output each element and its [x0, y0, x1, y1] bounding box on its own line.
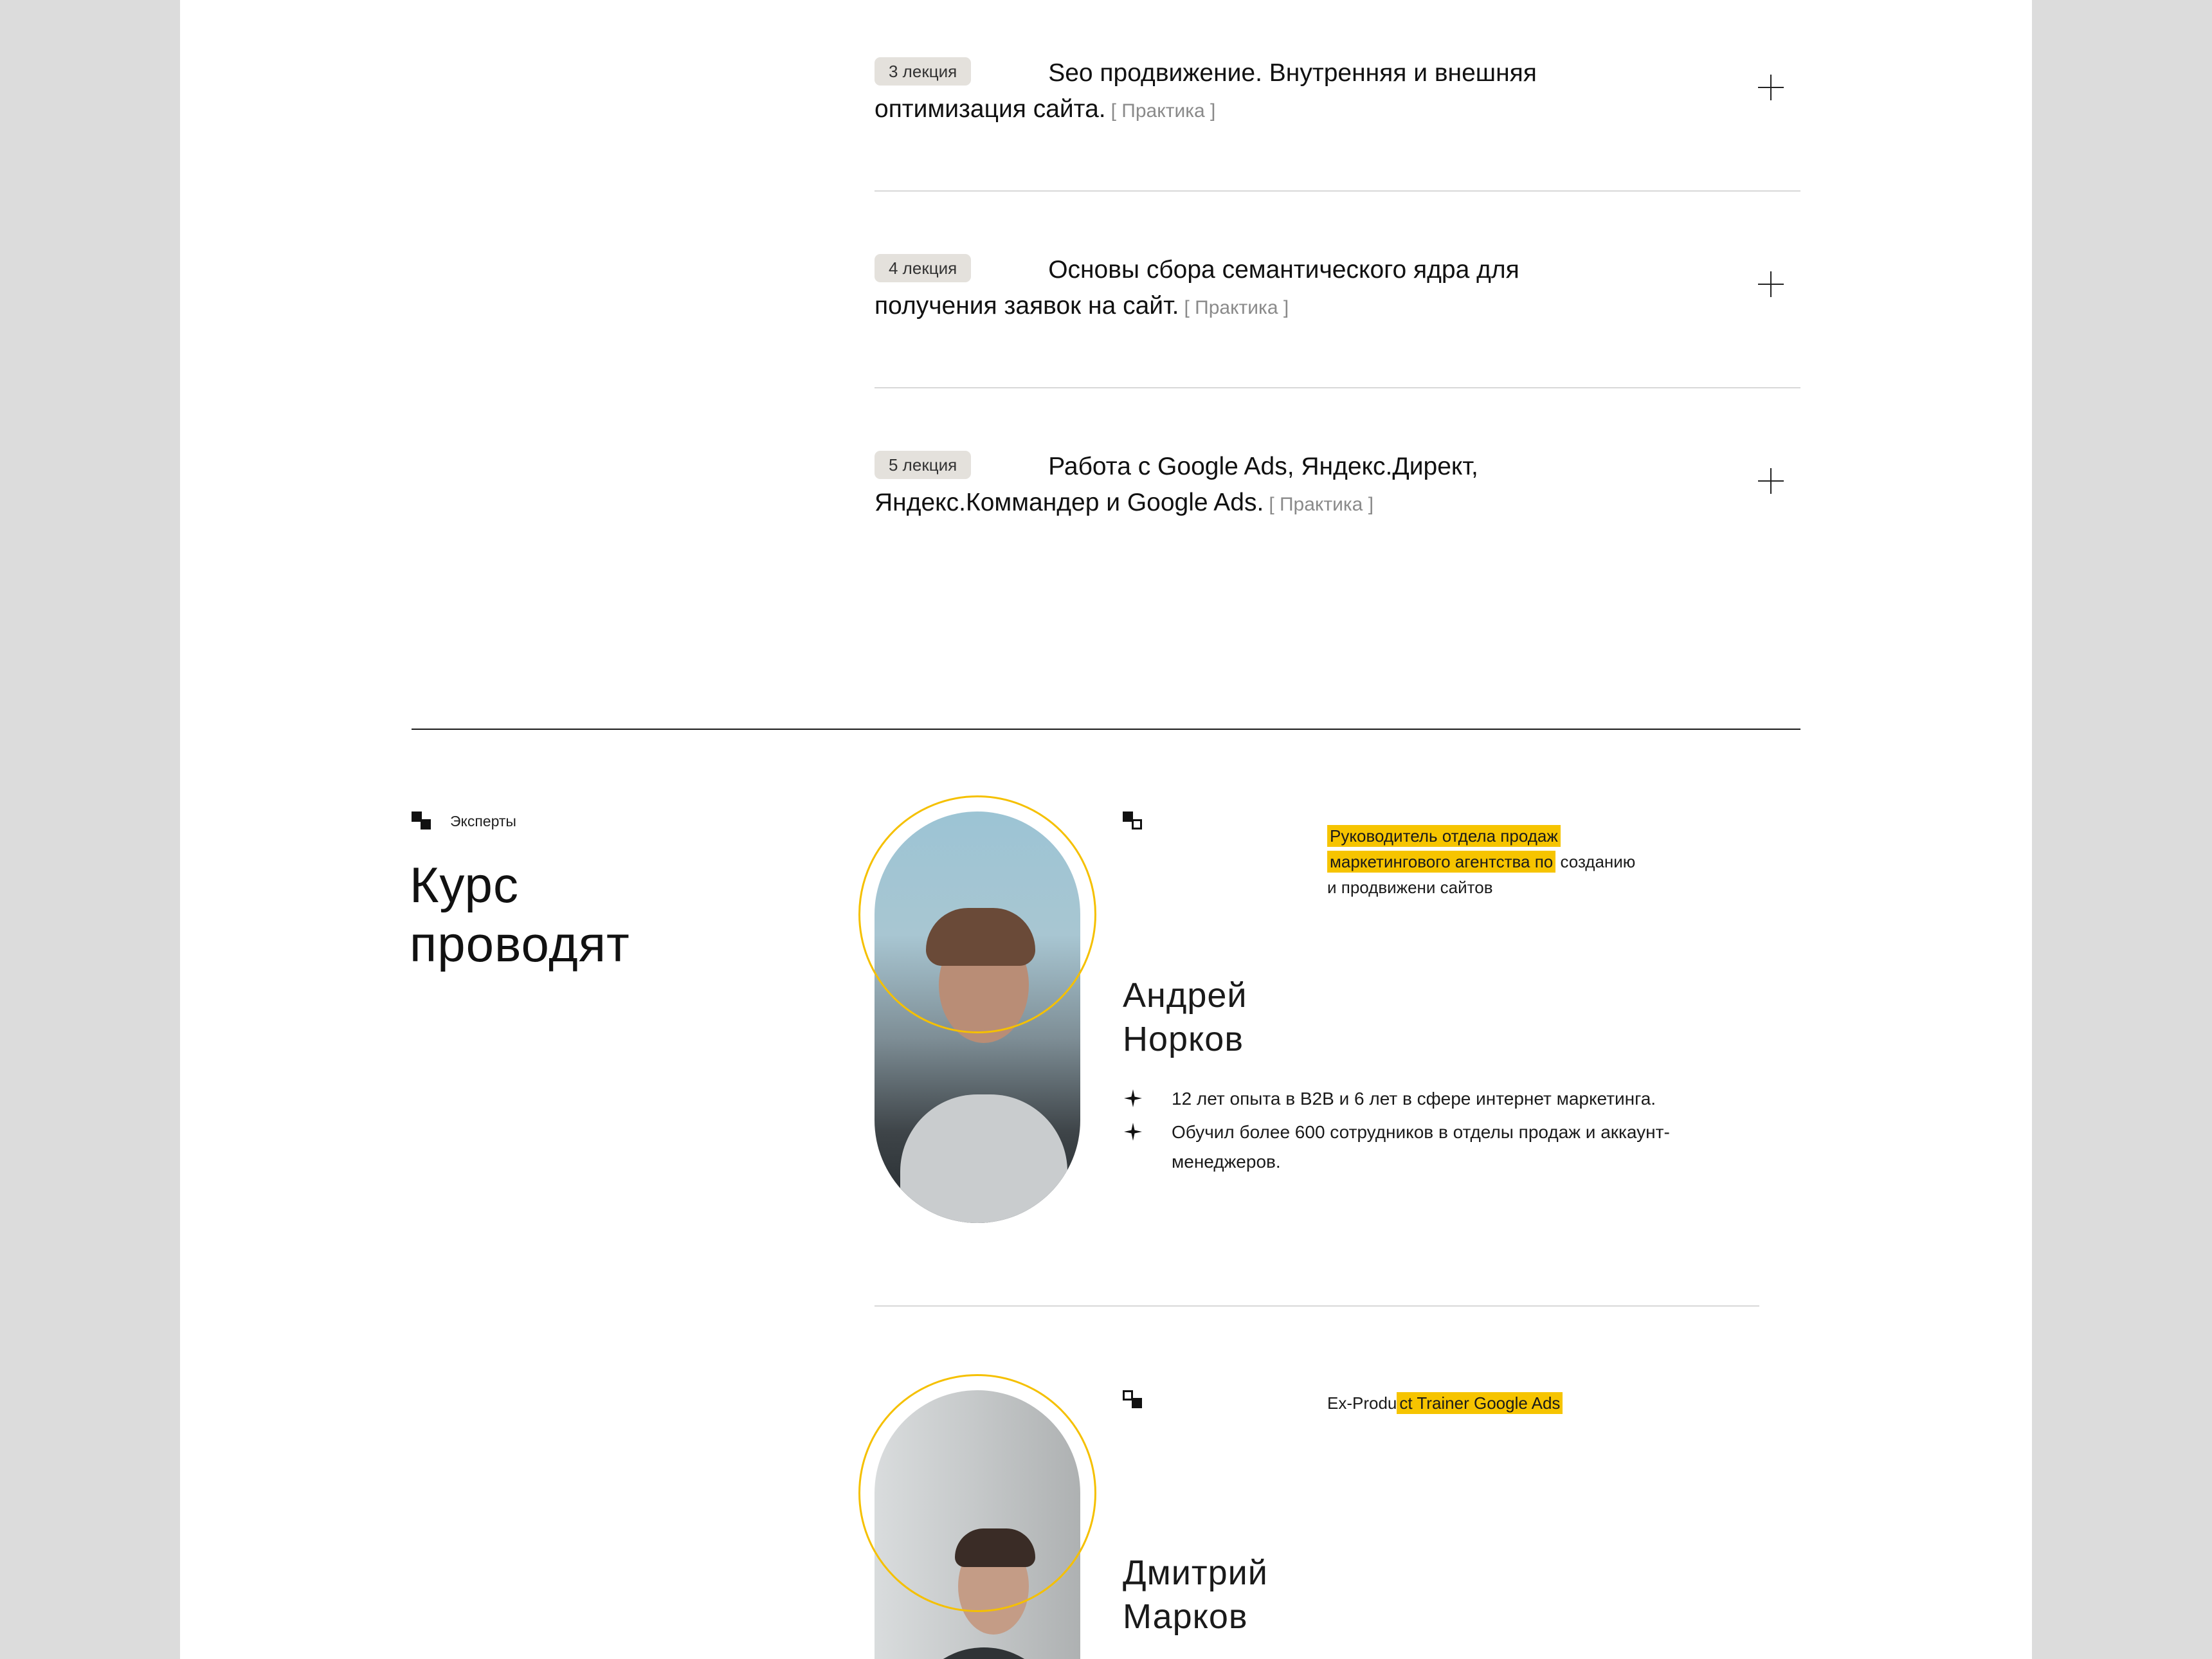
- role-highlight: Руководитель отдела продаж: [1327, 825, 1561, 847]
- divider: [875, 387, 1800, 388]
- fact-text: Обучил более 600 сотрудников в отделы продаж и аккаунт-менеджеров.: [1172, 1122, 1670, 1172]
- lecture-title: Seo продвижение. Внутренняя и внешняя оптимизация сайта.: [875, 59, 1537, 123]
- expand-plus-icon[interactable]: [1758, 75, 1784, 100]
- section-label-text: Эксперты: [450, 812, 516, 830]
- section-label: [412, 811, 516, 831]
- section-title-line2: проводят: [410, 916, 630, 972]
- sparkle-icon: [1123, 1121, 1143, 1142]
- divider: [875, 1305, 1759, 1307]
- fact-item: [1123, 1118, 1894, 1177]
- photo-figure-body: [907, 1647, 1061, 1659]
- expand-plus-icon[interactable]: [1758, 468, 1784, 494]
- squares-mark-icon: [1123, 811, 1143, 831]
- lecture-badge: 4 лекция: [875, 254, 971, 282]
- lecture-badge: 3 лекция: [875, 57, 971, 86]
- expert-name: [1123, 974, 1247, 1061]
- lecture-item-4[interactable]: [875, 252, 1800, 445]
- lecture-title: Основы сбора семантического ядра для получения заявок на сайт.: [875, 256, 1519, 320]
- role-text: и продвижени сайтов: [1327, 878, 1493, 897]
- expert-role: [1327, 1390, 1563, 1416]
- section-divider: [412, 729, 1800, 730]
- expert-role: [1327, 823, 1635, 900]
- lecture-text: [875, 55, 1627, 129]
- lecture-title: Работа с Google Ads, Яндекс.Директ, Яндекс.Коммандер и Google Ads.: [875, 453, 1478, 516]
- lecture-tag: [ Практика ]: [1111, 100, 1216, 122]
- lecture-tag: [ Практика ]: [1184, 297, 1289, 318]
- expert-first-name: Дмитрий: [1123, 1554, 1268, 1592]
- sparkle-icon: [1123, 1088, 1143, 1109]
- expert-last-name: Норков: [1123, 1020, 1244, 1058]
- lecture-text: [875, 252, 1627, 326]
- role-highlight: ct Trainer Google Ads: [1397, 1392, 1563, 1414]
- role-text: созданию: [1555, 852, 1636, 871]
- expand-plus-icon[interactable]: [1758, 271, 1784, 297]
- photo-ring: [858, 795, 1096, 1033]
- lecture-text: [875, 449, 1627, 523]
- expert-name: [1123, 1551, 1268, 1638]
- photo-figure-body: [900, 1094, 1067, 1223]
- photo-ring: [858, 1374, 1096, 1612]
- squares-mark-icon: [1123, 1390, 1143, 1410]
- lecture-tag: [ Практика ]: [1269, 494, 1374, 515]
- fact-item: [1123, 1084, 1894, 1114]
- role-text: Ex-Produ: [1327, 1393, 1397, 1413]
- page: [180, 0, 2032, 1659]
- role-highlight: маркетингового агентства по: [1327, 851, 1555, 873]
- lecture-item-5[interactable]: [875, 449, 1800, 642]
- expert-facts: [1123, 1084, 1894, 1181]
- expert-first-name: Андрей: [1123, 976, 1247, 1015]
- expert-last-name: Марков: [1123, 1597, 1248, 1636]
- section-title: [410, 855, 630, 974]
- squares-mark-icon: [412, 811, 432, 831]
- fact-text: 12 лет опыта в B2B и 6 лет в сфере интернет маркетинга.: [1172, 1089, 1656, 1109]
- section-title-line1: Курс: [410, 857, 519, 913]
- lecture-item-3[interactable]: [875, 55, 1800, 248]
- divider: [875, 190, 1800, 192]
- lecture-badge: 5 лекция: [875, 451, 971, 479]
